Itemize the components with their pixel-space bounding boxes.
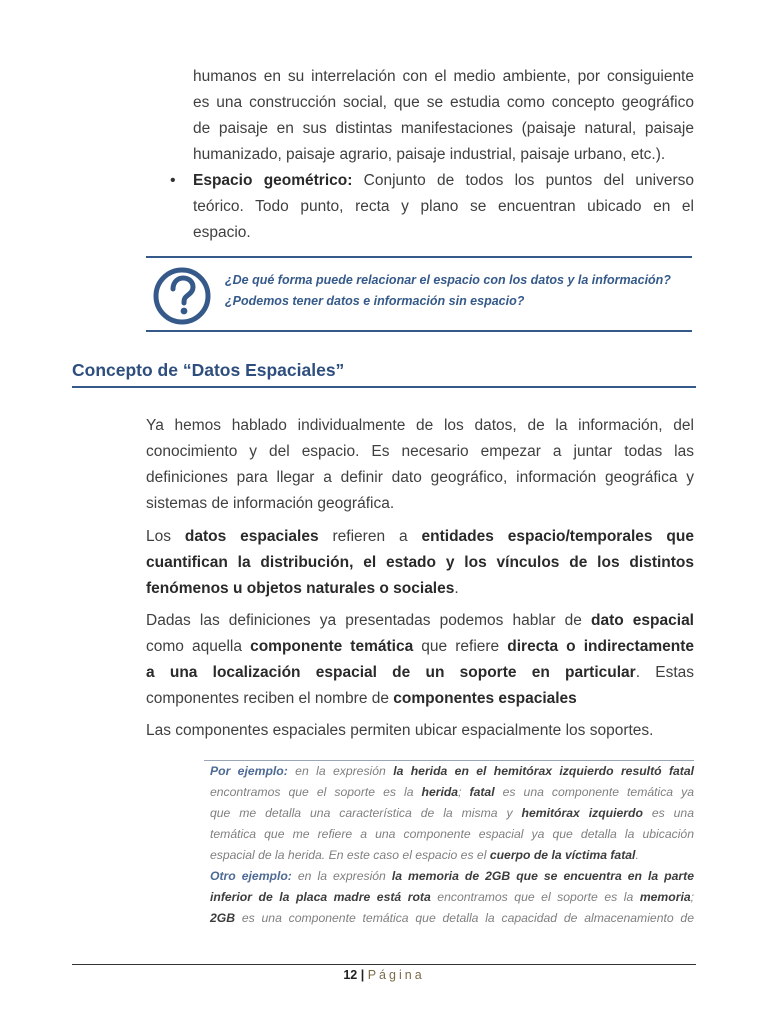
text-run: como aquella — [146, 638, 251, 655]
bullet-line: espacio. — [193, 224, 251, 241]
bullet-text: Conjunto de todos los puntos del universo — [352, 172, 694, 189]
text-run: . Estas — [635, 664, 694, 681]
bold-term: cuerpo de la víctima fatal — [489, 848, 636, 862]
bold-term: herida — [421, 785, 459, 799]
paragraph-line — [146, 524, 694, 550]
page-number: 12 — [343, 968, 358, 982]
paragraph-line: conocimiento y del espacio. Es necesario empezar a juntar todas las — [146, 443, 694, 460]
question-line: ¿De qué forma puede relacionar el espacio con los datos y la información? — [225, 273, 671, 287]
bold-term: dato espacial — [591, 612, 694, 629]
bold-term: inferior de la placa madre está rota — [210, 890, 431, 904]
text-run: ; — [458, 785, 470, 799]
section-heading: Concepto de “Datos Espaciales” — [72, 360, 345, 380]
question-box-bottom-rule — [146, 330, 692, 332]
bold-term: a una localización espacial de un soporte en particular — [146, 664, 636, 681]
text-run: espacial de la herida. En este caso el espacio es el — [210, 848, 490, 862]
intro-line: es una construcción social, que se estudia como concepto geográfico — [193, 94, 694, 111]
intro-line: humanizado, paisaje agrario, paisaje industrial, paisaje urbano, etc.). — [193, 146, 666, 163]
text-run: es una componente temática ya — [494, 785, 694, 799]
text-run: que me detalla una característica de la misma y — [210, 806, 522, 820]
page-footer — [0, 968, 768, 982]
text-run: Los — [146, 528, 185, 545]
text-run: en la expresión — [287, 764, 394, 778]
bold-term: directa o indirectamente — [507, 638, 694, 655]
paragraph-line — [146, 660, 694, 686]
example-line — [210, 908, 694, 929]
text-run: encontramos que el soporte es la — [210, 785, 422, 799]
footer-rule — [72, 964, 696, 965]
paragraph-line: definiciones para llegar a definir dato geográfico, información geográfica y — [146, 469, 694, 486]
paragraph-line — [146, 634, 694, 660]
section-heading-rule — [72, 386, 696, 388]
bold-term: hemitórax izquierdo — [521, 806, 643, 820]
intro-line: de paisaje en sus distintas manifestaciones (paisaje natural, paisaje — [193, 120, 694, 137]
example-line — [210, 866, 694, 887]
paragraph-line — [146, 550, 694, 576]
text-run: es una — [642, 806, 694, 820]
paragraph-line: sistemas de información geográfica. — [146, 495, 395, 512]
paragraph-line — [146, 576, 694, 602]
bold-term: fatal — [469, 785, 495, 799]
example-line — [210, 845, 694, 866]
question-line: ¿Podemos tener datos e información sin espacio? — [225, 294, 525, 308]
text-run: . — [635, 848, 639, 862]
example-line — [210, 761, 694, 782]
example-line: temática que me refiere a una componente espacial ya que detalla la ubicación — [210, 827, 694, 841]
bullet-line — [193, 168, 694, 194]
bold-term: datos espaciales — [184, 528, 319, 545]
bold-term: fenómenos u objetos naturales o sociales — [146, 580, 455, 597]
bold-term: componentes espaciales — [393, 690, 577, 707]
text-run: en la expresión — [291, 869, 392, 883]
paragraph-line: Ya hemos hablado individualmente de los datos, de la información, del — [146, 417, 694, 434]
bold-term: entidades espacio/temporales que — [421, 528, 694, 545]
text-run: componentes reciben el nombre de — [146, 690, 394, 707]
bold-term: cuantifican la distribución, el estado y los vínculos de los distintos — [146, 554, 694, 571]
page-label: Página — [367, 968, 425, 982]
example-line — [210, 782, 694, 803]
intro-line: humanos en su interrelación con el medio ambiente, por consiguiente — [193, 68, 694, 85]
text-run: que refiere — [413, 638, 508, 655]
bold-term: la herida en el hemitórax izquierdo resultó fatal — [393, 764, 695, 778]
bold-term: componente temática — [250, 638, 414, 655]
paragraph-line — [146, 608, 694, 634]
text-run: ; — [690, 890, 695, 904]
question-box-top-rule — [146, 256, 692, 258]
bold-term: memoria — [639, 890, 691, 904]
text-run: refieren a — [318, 528, 422, 545]
text-run: Dadas las definiciones ya presentadas podemos hablar de — [146, 612, 591, 629]
bold-term: 2GB — [210, 911, 236, 925]
example-line — [210, 887, 694, 908]
bullet-marker: • — [170, 172, 176, 189]
bullet-line: teórico. Todo punto, recta y plano se encuentran ubicado en el — [193, 198, 694, 215]
bold-term: la memoria de 2GB que se encuentra en la parte — [391, 869, 694, 883]
text-run: es una componente temática que detalla la capacidad de almacenamiento de — [235, 911, 694, 925]
example-line — [210, 803, 694, 824]
example-label: Por ejemplo: — [210, 764, 288, 778]
paragraph-line: Las componentes espaciales permiten ubicar espacialmente los soportes. — [146, 722, 654, 739]
footer-separator: | — [360, 968, 365, 982]
question-icon — [152, 266, 212, 326]
text-run: . — [454, 580, 459, 597]
example-label: Otro ejemplo: — [210, 869, 292, 883]
bullet-term: Espacio geométrico: — [193, 172, 353, 189]
text-run: encontramos que el soporte es la — [430, 890, 640, 904]
paragraph-line — [146, 686, 694, 712]
